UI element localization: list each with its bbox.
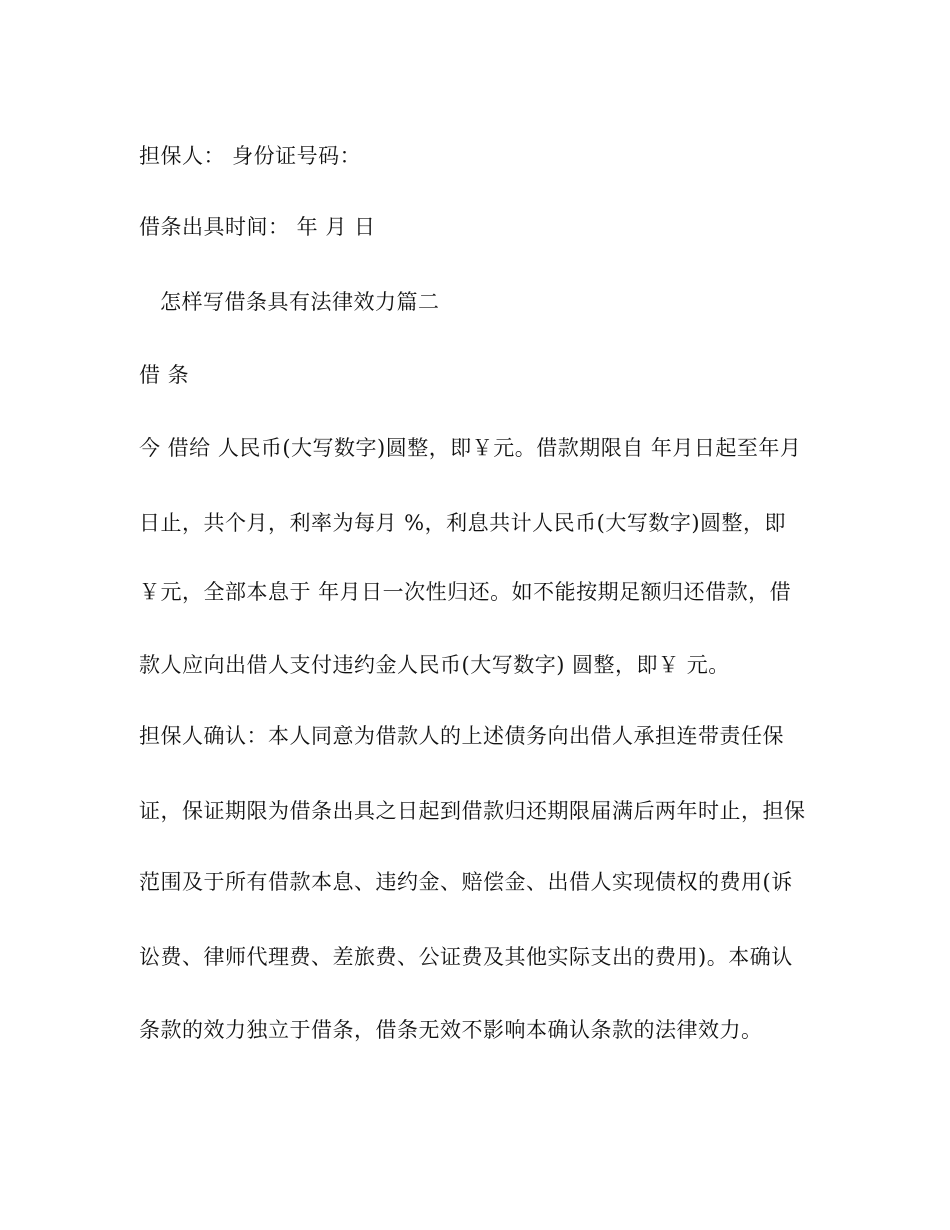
guarantor-line: 担保人： 身份证号码：: [139, 144, 362, 168]
body-line: 今 借给 人民币(大写数字)圆整，即￥元。借款期限自 年月日起至年月: [139, 436, 802, 460]
body-line: 日止，共个月，利率为每月 %，利息共计人民币(大写数字)圆整，即: [139, 511, 787, 535]
issue-date-line: 借条出具时间： 年 月 日: [139, 215, 376, 239]
body-line: 范围及于所有借款本息、违约金、赔偿金、出借人实现债权的费用(诉: [139, 870, 793, 894]
body-line: ￥元，全部本息于 年月日一次性归还。如不能按期足额归还借款，借: [139, 580, 792, 604]
body-line: 担保人确认：本人同意为借款人的上述债务向出借人承担连带责任保: [139, 724, 784, 748]
body-line: 证，保证期限为借条出具之日起到借款归还期限届满后两年时止，担保: [139, 799, 806, 823]
note-title: 借 条: [139, 363, 190, 387]
body-line: 款人应向出借人支付违约金人民币(大写数字) 圆整，即￥ 元。: [139, 653, 730, 677]
section-heading: 怎样写借条具有法律效力篇二: [160, 290, 440, 314]
body-line: 条款的效力独立于借条，借条无效不影响本确认条款的法律效力。: [139, 1018, 763, 1042]
body-line: 讼费、律师代理费、差旅费、公证费及其他实际支出的费用)。本确认: [139, 945, 793, 969]
